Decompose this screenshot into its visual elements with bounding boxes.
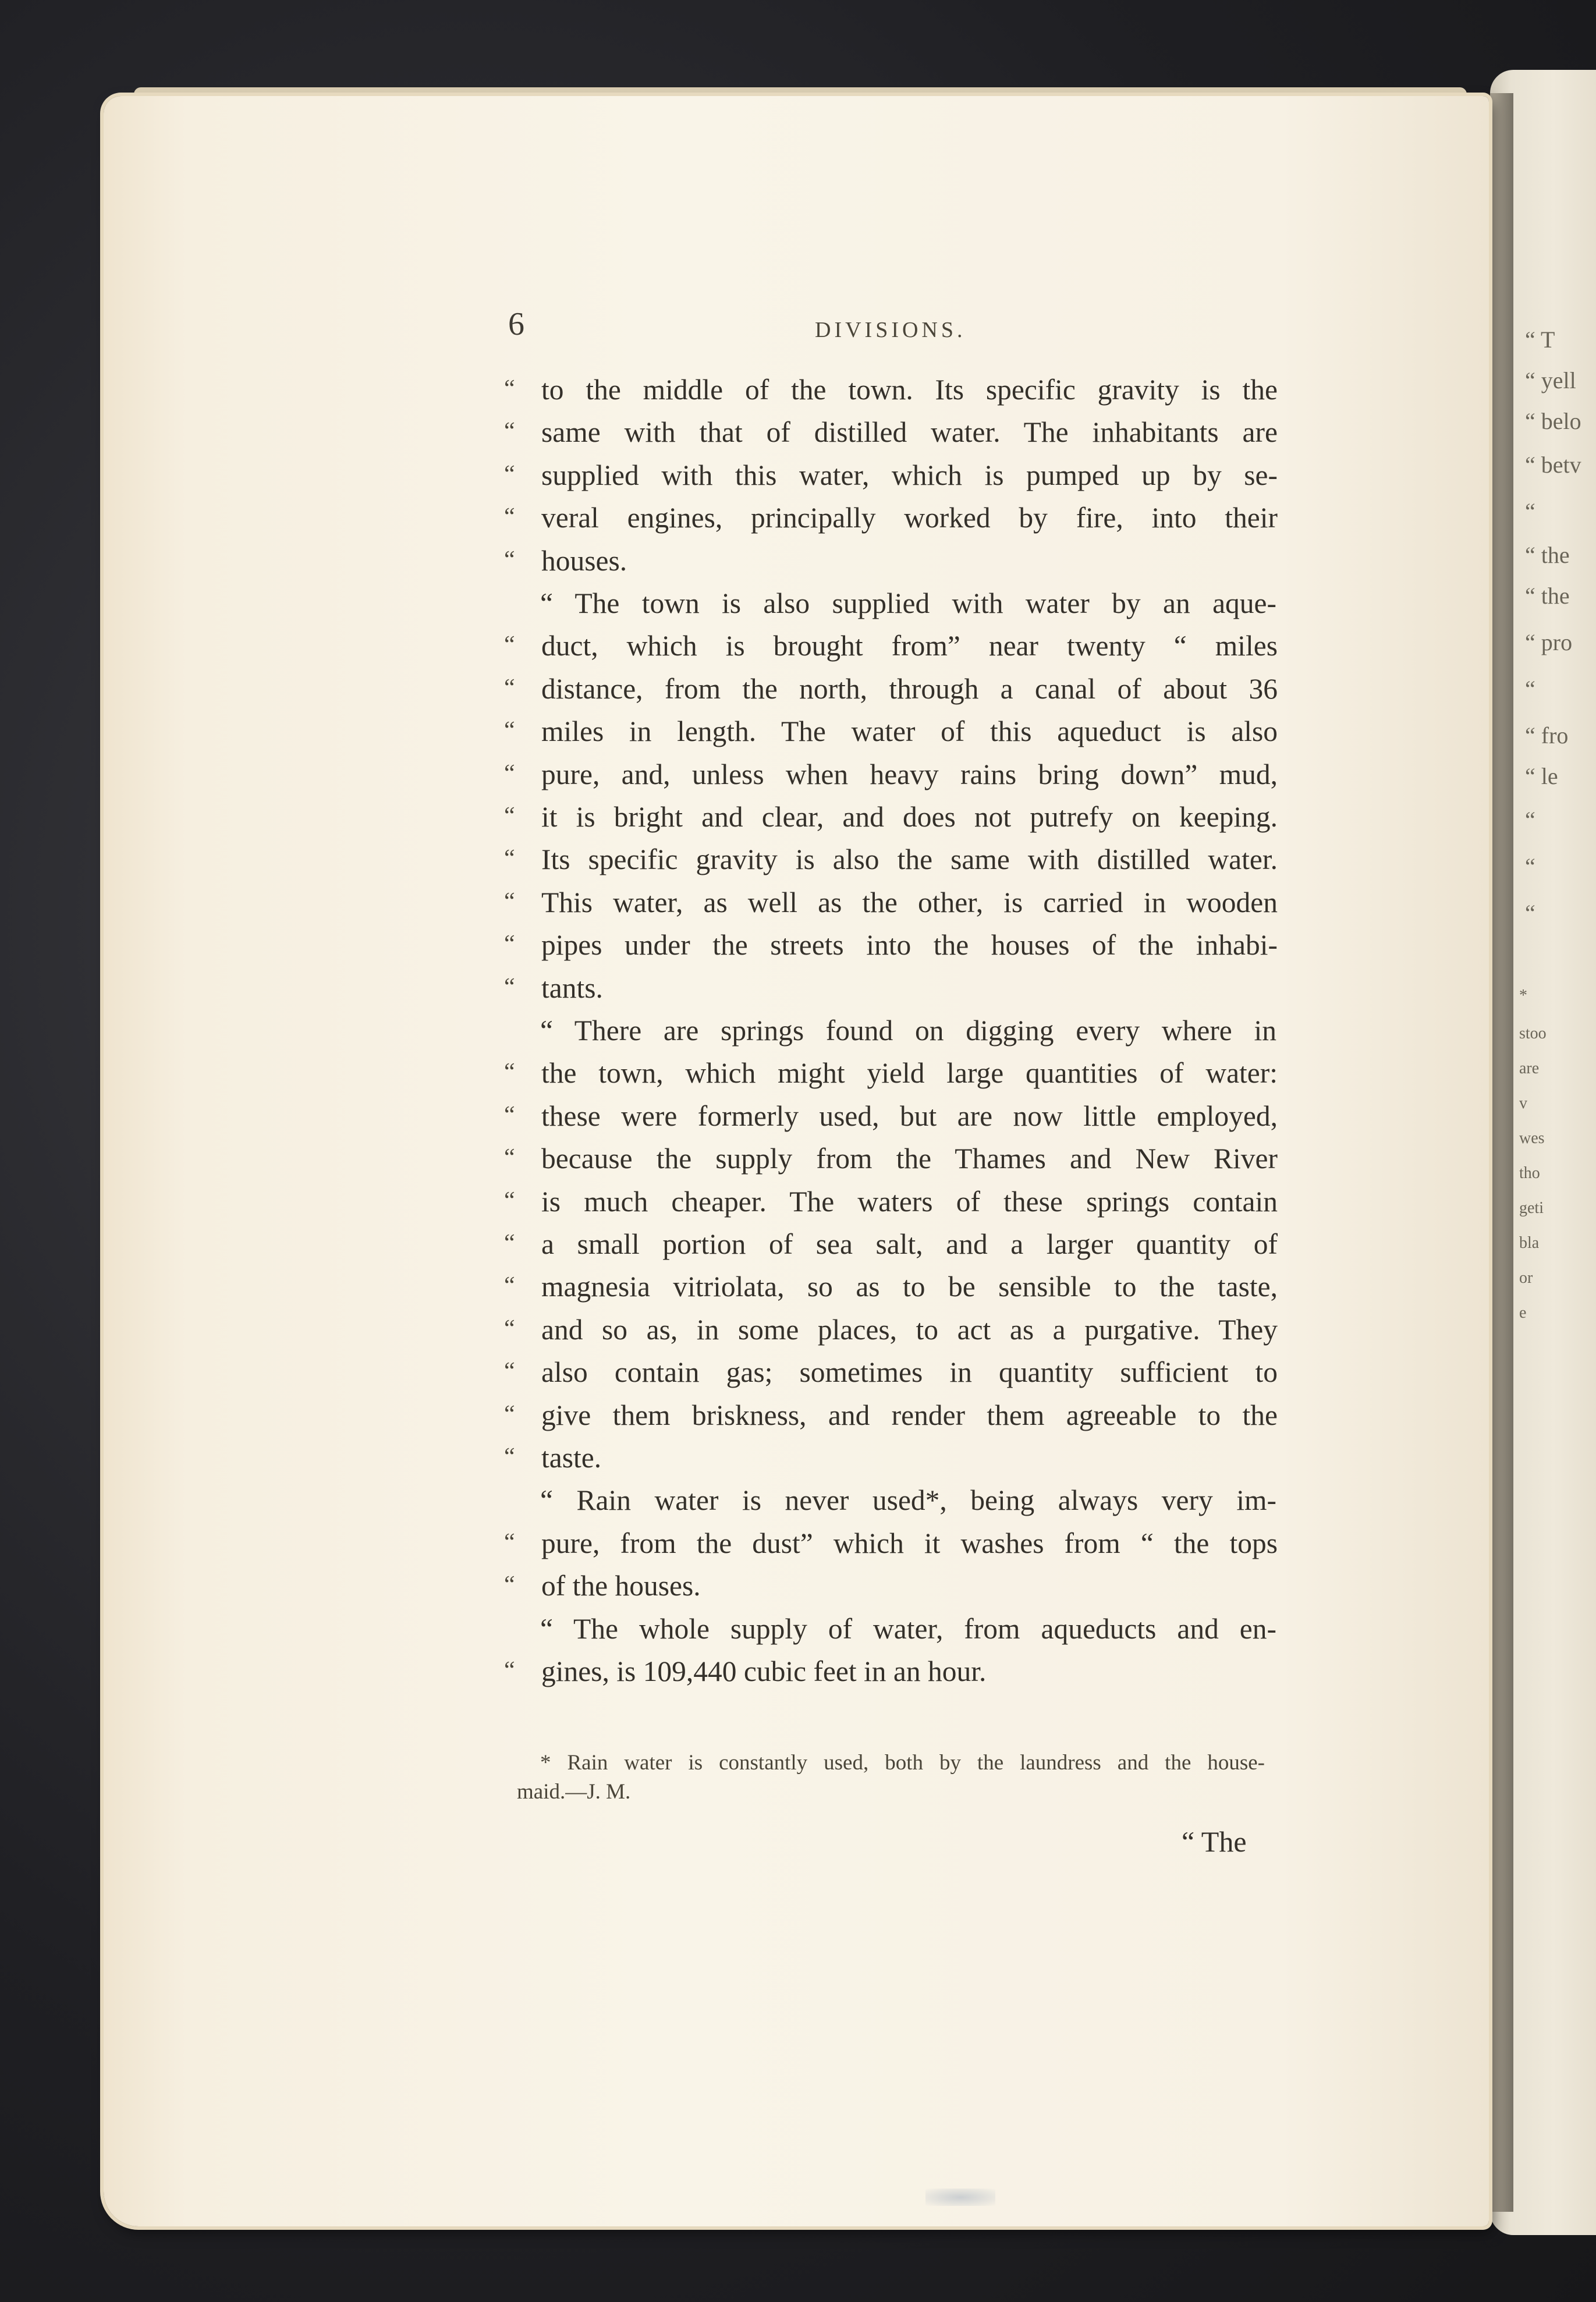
margin-quote-mark: “	[504, 1101, 515, 1129]
text-line: miles in length. The water of this aqueduct is also	[541, 715, 1278, 748]
text-line: “ The whole supply of water, from aqueducts and en-	[540, 1612, 1276, 1645]
facing-page-fragment: “ betv	[1525, 452, 1581, 478]
text-line: “ There are springs found on digging every where in	[540, 1015, 1276, 1047]
text-line: pipes under the streets into the houses of the inhabi-	[541, 929, 1278, 962]
margin-quote-mark: “	[504, 1657, 515, 1684]
text-line: it is bright and clear, and does not putrefy on keeping.	[541, 801, 1278, 833]
text-line: the town, which might yield large quantities of water:	[541, 1057, 1278, 1090]
text-line: give them briskness, and render them agreeable to the	[541, 1399, 1278, 1431]
text-line: same with that of distilled water. The inhabitants are	[541, 416, 1278, 449]
margin-quote-mark: “	[504, 845, 515, 872]
margin-quote-mark: “	[504, 1059, 515, 1086]
text-line: a small portion of sea salt, and a larger quantity of	[541, 1228, 1278, 1260]
footnote-line: maid.—J. M.	[517, 1780, 631, 1804]
margin-quote-mark: “	[504, 1443, 515, 1470]
text-line: supplied with this water, which is pumped up by se-	[541, 459, 1278, 491]
footnote-line: * Rain water is constantly used, both by the laundress and the house-	[540, 1751, 1265, 1775]
facing-page-fragment: “	[1525, 676, 1535, 702]
margin-quote-mark: “	[504, 1528, 515, 1556]
text-line: Its specific gravity is also the same with distilled water.	[541, 843, 1278, 876]
text-line: This water, as well as the other, is carried in wooden	[541, 886, 1278, 918]
facing-page-fragment: “	[1525, 853, 1535, 879]
catchword: “ The	[1182, 1825, 1247, 1858]
margin-quote-mark: “	[504, 803, 515, 829]
text-line: distance, from the north, through a canal of about 36	[541, 672, 1278, 705]
text-line: is much cheaper. The waters of these springs contain	[541, 1185, 1278, 1218]
facing-page-fragment: “ the	[1525, 583, 1570, 609]
margin-quote-mark: “	[504, 760, 515, 787]
facing-page-fragment: “ fro	[1525, 722, 1569, 749]
text-line: pure, from the dust” which it washes from “ the tops	[541, 1527, 1278, 1559]
text-line: to the middle of the town. Its specific gravity is the	[541, 374, 1278, 406]
page-number: 6	[508, 306, 524, 342]
facing-page-fragment: “ the	[1525, 542, 1570, 568]
margin-quote-mark: “	[504, 973, 515, 1001]
facing-page-fragment: v	[1519, 1094, 1527, 1112]
text-line: houses.	[541, 544, 627, 577]
text-line: tants.	[541, 971, 603, 1004]
text-line: these were formerly used, but are now little employed,	[541, 1099, 1278, 1132]
facing-page-fragment: tho	[1519, 1164, 1540, 1182]
text-line: and so as, in some places, to act as a purgative. They	[541, 1313, 1278, 1346]
text-line: also contain gas; sometimes in quantity sufficient to	[541, 1356, 1278, 1389]
facing-page-fragment: stoo	[1519, 1024, 1547, 1042]
facing-page-fragment: “ belo	[1525, 408, 1581, 434]
paper-stain	[925, 2189, 995, 2206]
facing-page-fragment: geti	[1519, 1199, 1544, 1217]
text-line: of the houses.	[541, 1570, 701, 1602]
margin-quote-mark: “	[504, 460, 515, 488]
text-line: gines, is 109,440 cubic feet in an hour.	[541, 1655, 987, 1687]
margin-quote-mark: “	[504, 931, 515, 958]
text-line: veral engines, principally worked by fire, into their	[541, 502, 1278, 534]
facing-page-fragment: “	[1525, 807, 1535, 833]
margin-quote-mark: “	[504, 503, 515, 531]
text-line: pure, and, unless when heavy rains bring down” mud,	[541, 758, 1278, 790]
margin-quote-mark: “	[504, 1572, 515, 1599]
margin-quote-mark: “	[504, 1400, 515, 1428]
margin-quote-mark: “	[504, 1272, 515, 1300]
margin-quote-mark: “	[504, 1187, 515, 1214]
margin-quote-mark: “	[504, 1230, 515, 1257]
margin-quote-mark: “	[504, 418, 515, 445]
facing-page-fragment: “	[1525, 498, 1535, 524]
running-head: DIVISIONS.	[815, 318, 966, 342]
margin-quote-mark: “	[504, 546, 515, 573]
facing-page-fragment: “ yell	[1525, 367, 1576, 393]
facing-page-fragment: *	[1519, 987, 1527, 1005]
text-line: because the supply from the Thames and New River	[541, 1143, 1278, 1175]
margin-quote-mark: “	[504, 1144, 515, 1172]
facing-page-fragment: or	[1519, 1269, 1533, 1287]
margin-quote-mark: “	[504, 1358, 515, 1385]
margin-quote-mark: “	[504, 632, 515, 659]
text-line: duct, which is brought from” near twenty “ miles	[541, 630, 1278, 662]
text-line: “ The town is also supplied with water by an aque-	[540, 587, 1276, 619]
margin-quote-mark: “	[504, 717, 515, 744]
facing-page-fragment: wes	[1519, 1129, 1545, 1147]
text-line: “ Rain water is never used*, being always very im-	[540, 1484, 1276, 1517]
facing-page-fragment: “ pro	[1525, 629, 1573, 655]
facing-page-fragment: are	[1519, 1059, 1540, 1077]
margin-quote-mark: “	[504, 674, 515, 701]
facing-page-fragment: “	[1525, 900, 1535, 926]
facing-page-fragment: “ le	[1525, 763, 1558, 789]
margin-quote-mark: “	[504, 1315, 515, 1342]
text-line: magnesia vitriolata, so as to be sensible to the taste,	[541, 1271, 1278, 1303]
margin-quote-mark: “	[504, 888, 515, 915]
facing-page-fragment: bla	[1519, 1234, 1540, 1252]
facing-page-fragment: e	[1519, 1304, 1527, 1322]
text-line: taste.	[541, 1442, 602, 1474]
margin-quote-mark: “	[504, 375, 515, 402]
facing-page-fragment: “ T	[1525, 327, 1555, 353]
